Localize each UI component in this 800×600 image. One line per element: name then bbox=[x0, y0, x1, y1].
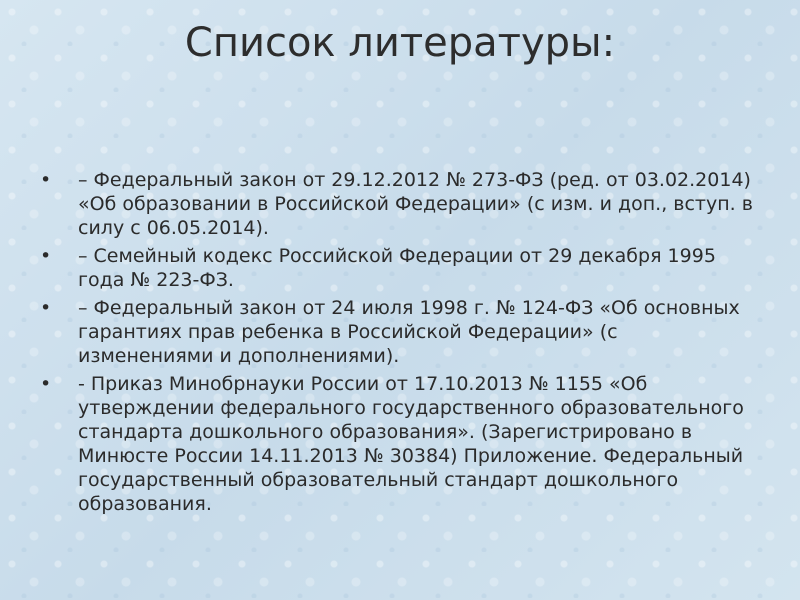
bibliography-list bbox=[40, 168, 755, 520]
bibliography-item-text: – Семейный кодекс Российской Федерации от 29 декабря 1995 года № 223-ФЗ. bbox=[78, 245, 716, 291]
bullet-icon: • bbox=[40, 373, 52, 395]
bibliography-item bbox=[40, 372, 755, 516]
bibliography-item bbox=[40, 296, 755, 368]
bullet-icon: • bbox=[40, 245, 52, 267]
bibliography-item bbox=[40, 244, 755, 292]
bibliography-item-text: – Федеральный закон от 29.12.2012 № 273-ФЗ (ред. от 03.02.2014) «Об образовании в Российской Федерации» (с изм. и доп., вступ. в силу с 06.05.2014). bbox=[78, 169, 753, 239]
bullet-icon: • bbox=[40, 169, 52, 191]
bullet-icon: • bbox=[40, 297, 52, 319]
bibliography-item bbox=[40, 168, 755, 240]
bibliography-item-text: - Приказ Минобрнауки России от 17.10.2013 № 1155 «Об утверждении федерального государственного образовательного стандарта дошкольного образования». (Зарегистрировано в Минюсте России 14.11.2013 № 30384) Приложение. Федеральный государственный образовательный стандарт дошкольного образования. bbox=[78, 373, 744, 515]
slide-title: Список литературы: bbox=[184, 20, 616, 66]
bibliography-item-text: – Федеральный закон от 24 июля 1998 г. № 124-ФЗ «Об основных гарантиях прав ребенка в Российской Федерации» (с изменениями и дополнениями). bbox=[78, 297, 740, 367]
